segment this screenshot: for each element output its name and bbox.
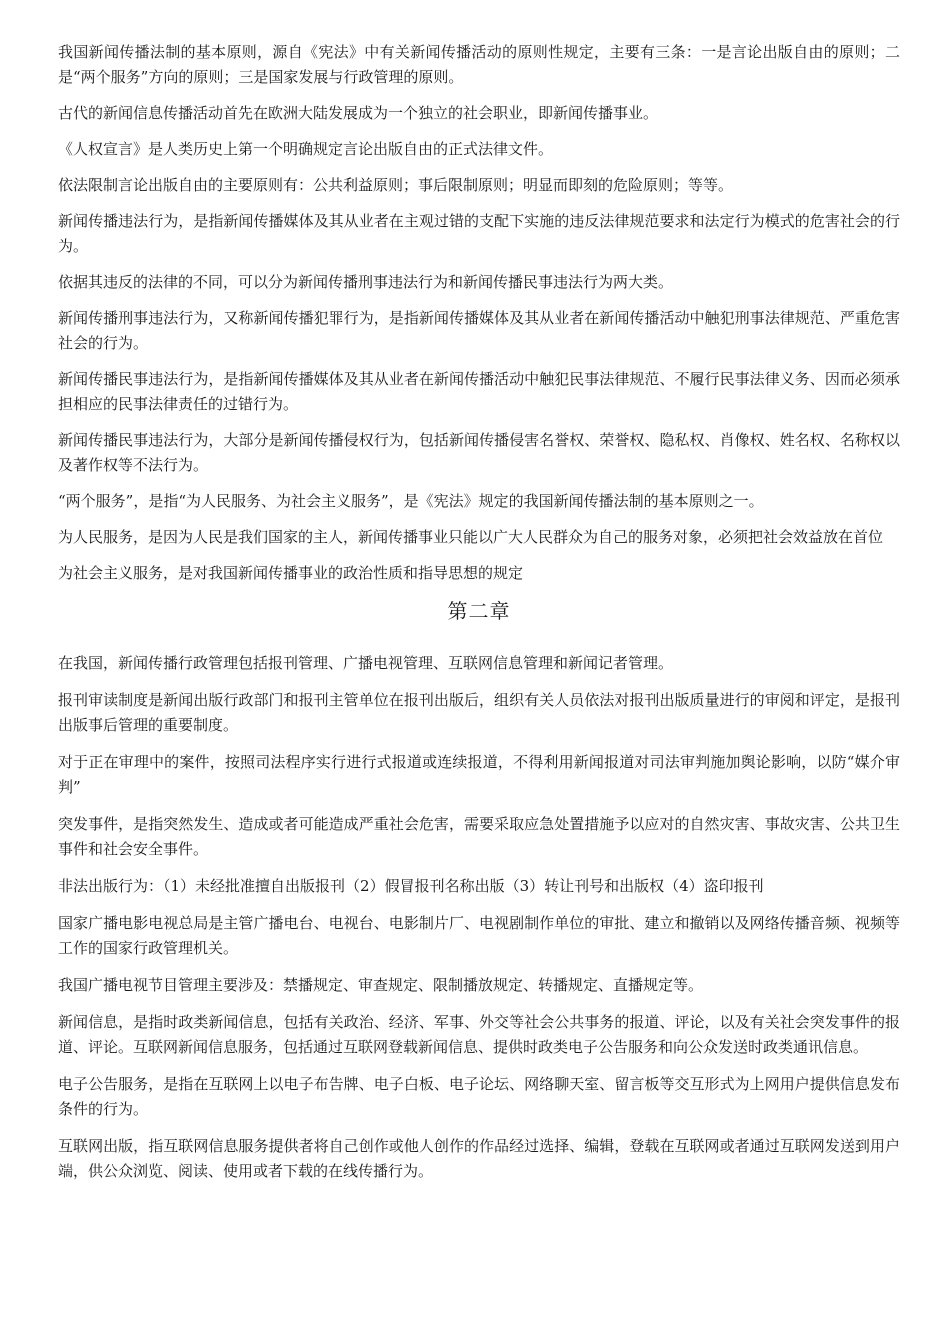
paragraph: 为人民服务，是因为人民是我们国家的主人，新闻传播事业只能以广大人民群众为自己的服务对象，必须把社会效益放在首位 xyxy=(58,528,884,546)
paragraph: 新闻传播违法行为，是指新闻传播媒体及其从业者在主观过错的支配下实施的违反法律规范要求和法定行为模式的危害社会的行为。 xyxy=(58,212,900,255)
paragraph: 国家广播电影电视总局是主管广播电台、电视台、电影制片厂、电视剧制作单位的审批、建立和撤销以及网络传播音频、视频等工作的国家行政管理机关。 xyxy=(58,914,900,957)
section-one xyxy=(58,40,900,586)
paragraph: 《人权宣言》是人类历史上第一个明确规定言论出版自由的正式法律文件。 xyxy=(58,140,554,158)
paragraph: 新闻传播民事违法行为，大部分是新闻传播侵权行为，包括新闻传播侵害名誉权、荣誉权、隐私权、肖像权、姓名权、名称权以及著作权等不法行为。 xyxy=(58,431,900,474)
paragraph: “两个服务”，是指“为人民服务、为社会主义服务”，是《宪法》规定的我国新闻传播法制的基本原则之一。 xyxy=(58,492,764,510)
paragraph: 古代的新闻信息传播活动首先在欧洲大陆发展成为一个独立的社会职业，即新闻传播事业。 xyxy=(58,104,659,122)
paragraph: 对于正在审理中的案件，按照司法程序实行进行式报道或连续报道，不得利用新闻报道对司法审判施加舆论影响，以防“媒介审判” xyxy=(58,753,900,796)
paragraph: 互联网出版，指互联网信息服务提供者将自己创作或他人创作的作品经过选择、编辑，登载在互联网或者通过互联网发送到用户端，供公众浏览、阅读、使用或者下载的在线传播行为。 xyxy=(58,1137,900,1180)
paragraph: 突发事件，是指突然发生、造成或者可能造成严重社会危害，需要采取应急处置措施予以应对的自然灾害、事故灾害、公共卫生事件和社会安全事件。 xyxy=(58,815,900,858)
paragraph: 新闻传播民事违法行为，是指新闻传播媒体及其从业者在新闻传播活动中触犯民事法律规范、不履行民事法律义务、因而必须承担相应的民事法律责任的过错行为。 xyxy=(58,370,900,413)
paragraph: 依据其违反的法律的不同，可以分为新闻传播刑事违法行为和新闻传播民事违法行为两大类。 xyxy=(58,273,674,291)
paragraph: 非法出版行为：（1）未经批准擅自出版报刊（2）假冒报刊名称出版（3）转让刊号和出版权（4）盗印报刊 xyxy=(58,877,764,895)
paragraph: 我国新闻传播法制的基本原则，源自《宪法》中有关新闻传播活动的原则性规定，主要有三条：一是言论出版自由的原则；二是“两个服务”方向的原则；三是国家发展与行政管理的原则。 xyxy=(58,43,900,86)
paragraph: 新闻信息，是指时政类新闻信息，包括有关政治、经济、军事、外交等社会公共事务的报道、评论，以及有关社会突发事件的报道、评论。互联网新闻信息服务，包括通过互联网登载新闻信息、提供时政类电子公告服务和向公众发送时政类通讯信息。 xyxy=(58,1013,900,1056)
chapter-heading: 第二章 xyxy=(447,599,511,623)
paragraph: 我国广播电视节目管理主要涉及：禁播规定、审查规定、限制播放规定、转播规定、直播规定等。 xyxy=(58,976,704,994)
paragraph: 报刊审读制度是新闻出版行政部门和报刊主管单位在报刊出版后，组织有关人员依法对报刊出版质量进行的审阅和评定，是报刊出版事后管理的重要制度。 xyxy=(58,691,900,734)
paragraph: 电子公告服务，是指在互联网上以电子布告牌、电子白板、电子论坛、网络聊天室、留言板等交互形式为上网用户提供信息发布条件的行为。 xyxy=(58,1075,900,1118)
paragraph: 新闻传播刑事违法行为，又称新闻传播犯罪行为，是指新闻传播媒体及其从业者在新闻传播活动中触犯刑事法律规范、严重危害社会的行为。 xyxy=(58,309,900,352)
paragraph: 依法限制言论出版自由的主要原则有：公共利益原则；事后限制原则；明显而即刻的危险原则；等等。 xyxy=(58,176,734,194)
paragraph: 在我国，新闻传播行政管理包括报刊管理、广播电视管理、互联网信息管理和新闻记者管理。 xyxy=(58,654,674,672)
document-page xyxy=(58,40,900,1196)
paragraph: 为社会主义服务，是对我国新闻传播事业的政治性质和指导思想的规定 xyxy=(58,564,524,582)
section-two xyxy=(58,651,900,1184)
